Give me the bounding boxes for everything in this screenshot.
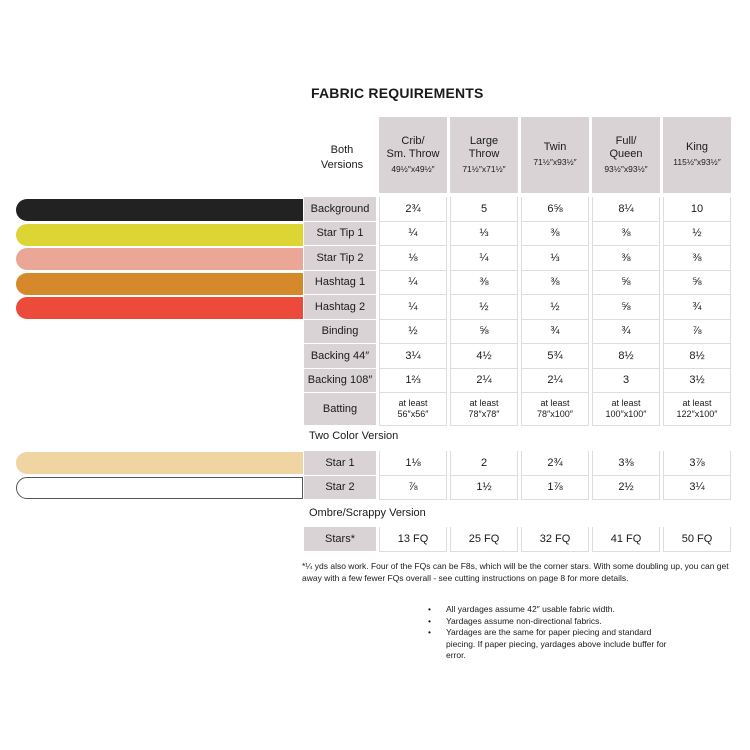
table-cell: 3 — [592, 369, 660, 394]
table-cell: 2 — [450, 451, 518, 476]
row-label: Backing 44″ — [304, 344, 376, 368]
row-label: Star 1 — [304, 451, 376, 475]
table-cell: 6⅝ — [521, 197, 589, 222]
table-cell: 10 — [663, 197, 731, 222]
table-cell: 3¼ — [379, 344, 447, 369]
two-color-title: Two Color Version — [309, 430, 399, 442]
batting-size: 56″x56″ — [397, 409, 429, 419]
table-cell: ⅜ — [521, 271, 589, 296]
row-label-batting: Batting — [304, 393, 376, 425]
both-versions-label — [312, 143, 372, 173]
notes-list — [428, 604, 678, 662]
table-cell: ⅝ — [592, 295, 660, 320]
table-cell: 32 FQ — [521, 527, 589, 552]
row-label: Star Tip 2 — [304, 246, 376, 270]
row-label: Background — [304, 197, 376, 221]
column-size: 49½″x49½″ — [391, 163, 435, 174]
table-cell: 2¼ — [450, 369, 518, 394]
fabric-swatch — [16, 297, 303, 319]
table-cell: 2¾ — [379, 197, 447, 222]
column-size: 71½″x93½″ — [533, 157, 577, 167]
table-cell: 1½ — [450, 476, 518, 501]
fabric-swatch — [16, 199, 303, 221]
table-cell: 1⅞ — [521, 476, 589, 501]
column-header — [450, 117, 518, 193]
table-cell: ½ — [450, 295, 518, 320]
row-label: Stars* — [304, 527, 376, 551]
row-label: Backing 108″ — [304, 369, 376, 393]
table-cell: 41 FQ — [592, 527, 660, 552]
table-cell: ⅝ — [592, 271, 660, 296]
both-versions-line-2: Versions — [320, 159, 364, 171]
table-cell: 50 FQ — [663, 527, 731, 552]
fabric-swatch — [16, 224, 303, 246]
table-cell: ⅞ — [663, 320, 731, 345]
table-cell: 3¼ — [663, 476, 731, 501]
batting-cell — [450, 393, 518, 426]
column-size: 115½″x93½″ — [673, 157, 721, 167]
column-name: King — [685, 141, 709, 153]
table-cell: ⅓ — [521, 246, 589, 271]
table-cell: ¾ — [663, 295, 731, 320]
column-size: 93½″x93½″ — [604, 163, 648, 174]
table-cell: ⅜ — [592, 222, 660, 247]
batting-size: 78″x78″ — [468, 409, 500, 419]
row-label: Hashtag 1 — [304, 271, 376, 295]
note-non-directional: • Yardages assume non-directional fabrics. — [428, 616, 678, 628]
table-cell: ⅝ — [663, 271, 731, 296]
both-versions-line-1: Both — [330, 144, 354, 156]
fabric-swatch — [16, 248, 303, 270]
table-cell: ¼ — [379, 295, 447, 320]
table-cell: ⅜ — [663, 246, 731, 271]
fabric-swatch — [16, 477, 303, 499]
batting-cell — [379, 393, 447, 426]
footnote: *¼ yds also work. Four of the FQs can be F8s, which will be the corner stars. With some doubling up, you can get away with a few fewer FQs overall - see cutting instructions on page 8 for more details. — [302, 561, 729, 583]
column-name: Queen — [609, 147, 643, 160]
table-cell: 2½ — [592, 476, 660, 501]
batting-size: 78″x100″ — [537, 409, 573, 419]
batting-cell — [521, 393, 589, 426]
table-cell: ½ — [379, 320, 447, 345]
fabric-swatch — [16, 452, 303, 474]
column-name: Twin — [543, 141, 567, 153]
row-label: Hashtag 2 — [304, 295, 376, 319]
table-cell: 8½ — [592, 344, 660, 369]
row-label: Star Tip 1 — [304, 222, 376, 246]
table-cell: 13 FQ — [379, 527, 447, 552]
batting-cell — [663, 393, 731, 426]
table-cell: 25 FQ — [450, 527, 518, 552]
table-cell: ¾ — [592, 320, 660, 345]
table-cell: 5 — [450, 197, 518, 222]
column-header — [521, 117, 589, 193]
table-cell: ½ — [663, 222, 731, 247]
table-cell: ⅜ — [592, 246, 660, 271]
column-name: Full/ — [615, 134, 637, 147]
table-cell: ⅜ — [450, 271, 518, 296]
table-cell: 2¼ — [521, 369, 589, 394]
column-name: Crib/ — [401, 134, 425, 147]
column-header — [663, 117, 731, 193]
batting-prefix: at least — [398, 398, 428, 408]
table-cell: 1⅔ — [379, 369, 447, 394]
ombre-title: Ombre/Scrappy Version — [309, 507, 426, 519]
batting-cell — [592, 393, 660, 426]
batting-size: 100″x100″ — [605, 409, 647, 419]
row-label: Binding — [304, 320, 376, 344]
table-cell: ¼ — [379, 222, 447, 247]
table-cell: 8¼ — [592, 197, 660, 222]
table-cell: ¼ — [379, 271, 447, 296]
table-cell: 3⅞ — [663, 451, 731, 476]
table-cell: 2¾ — [521, 451, 589, 476]
fabric-swatch — [16, 273, 303, 295]
table-cell: ⅝ — [450, 320, 518, 345]
batting-size: 122″x100″ — [676, 409, 718, 419]
note-paper-piecing: • Yardages are the same for paper piecing and standard piecing. If paper piecing, yardages above include buffer for error. — [428, 627, 678, 662]
column-name: Large — [469, 134, 499, 147]
column-name: Throw — [468, 147, 500, 160]
batting-prefix: at least — [611, 398, 641, 408]
table-cell: 4½ — [450, 344, 518, 369]
table-cell: ¼ — [450, 246, 518, 271]
table-cell: 8½ — [663, 344, 731, 369]
table-cell: ¾ — [521, 320, 589, 345]
column-name: Sm. Throw — [386, 147, 440, 160]
column-size: 71½″x71½″ — [462, 163, 506, 174]
table-cell: ⅓ — [450, 222, 518, 247]
batting-prefix: at least — [469, 398, 499, 408]
row-label: Star 2 — [304, 476, 376, 500]
table-cell: ⅛ — [379, 246, 447, 271]
table-cell: 5¾ — [521, 344, 589, 369]
column-header — [379, 117, 447, 193]
table-cell: ⅞ — [379, 476, 447, 501]
table-cell: ⅜ — [521, 222, 589, 247]
note-fabric-width: • All yardages assume 42″ usable fabric width. — [428, 604, 678, 616]
table-cell: 3⅜ — [592, 451, 660, 476]
batting-prefix: at least — [682, 398, 712, 408]
page-title: FABRIC REQUIREMENTS — [311, 85, 484, 101]
batting-prefix: at least — [540, 398, 570, 408]
table-cell: 3½ — [663, 369, 731, 394]
table-cell: ½ — [521, 295, 589, 320]
column-header — [592, 117, 660, 193]
table-cell: 1⅛ — [379, 451, 447, 476]
